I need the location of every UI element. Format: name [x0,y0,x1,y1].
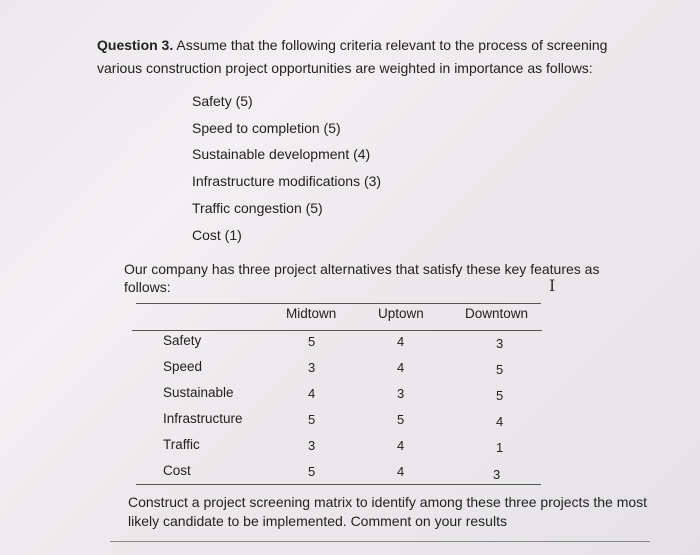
criterion-traffic: Traffic congestion (5) [192,200,323,216]
task-line-1: Construct a project screening matrix to identify among these three projects the most [128,494,648,510]
question-line-1 [97,35,607,55]
cell-infrastructure-downtown: 4 [496,414,504,429]
cell-traffic-uptown: 4 [397,438,405,453]
criterion-infrastructure: Infrastructure modifications (3) [192,173,382,189]
row-label-speed: Speed [163,359,203,374]
criterion-cost: Cost (1) [192,227,242,243]
task-line-2: likely candidate to be implemented. Comment on your results [128,513,507,529]
cell-safety-downtown: 3 [496,336,504,351]
table-top-rule [136,303,541,304]
criterion-safety: Safety (5) [192,93,253,109]
header-downtown: Downtown [465,306,529,321]
cell-infrastructure-uptown: 5 [397,412,405,427]
cell-safety-midtown: 5 [308,334,316,349]
question-label: Question 3. [97,37,174,53]
answer-rule [110,541,650,542]
cell-speed-downtown: 5 [496,362,504,377]
row-label-sustainable: Sustainable [163,385,234,400]
header-midtown: Midtown [286,306,337,321]
cell-cost-uptown: 4 [397,464,405,479]
row-label-safety: Safety [163,333,202,348]
table-bottom-rule [136,484,541,485]
cell-speed-midtown: 3 [308,360,316,375]
intro-line-1: Our company has three project alternatives that satisfy these key features as [124,261,600,277]
text-cursor-icon: I [549,276,556,295]
question-text-1: Assume that the following criteria relevant to the process of screening [176,37,608,53]
cell-sustainable-uptown: 3 [397,386,405,401]
row-label-cost: Cost [163,463,191,478]
table-header-rule [132,330,542,331]
intro-line-2: follows: [124,279,171,295]
question-line-2: various construction project opportunities are weighted in importance as follows: [97,60,593,76]
cell-safety-uptown: 4 [397,334,405,349]
criterion-speed: Speed to completion (5) [192,120,341,136]
cell-cost-downtown: 3 [493,467,501,482]
header-uptown: Uptown [378,306,424,321]
row-label-infrastructure: Infrastructure [163,411,243,426]
cell-traffic-downtown: 1 [496,440,504,455]
cell-infrastructure-midtown: 5 [308,412,316,427]
cell-speed-uptown: 4 [397,360,405,375]
cell-sustainable-downtown: 5 [496,388,504,403]
cell-sustainable-midtown: 4 [308,386,316,401]
cell-cost-midtown: 5 [308,464,316,479]
cell-traffic-midtown: 3 [308,438,316,453]
criterion-sustainable: Sustainable development (4) [192,146,371,162]
row-label-traffic: Traffic [163,437,200,452]
